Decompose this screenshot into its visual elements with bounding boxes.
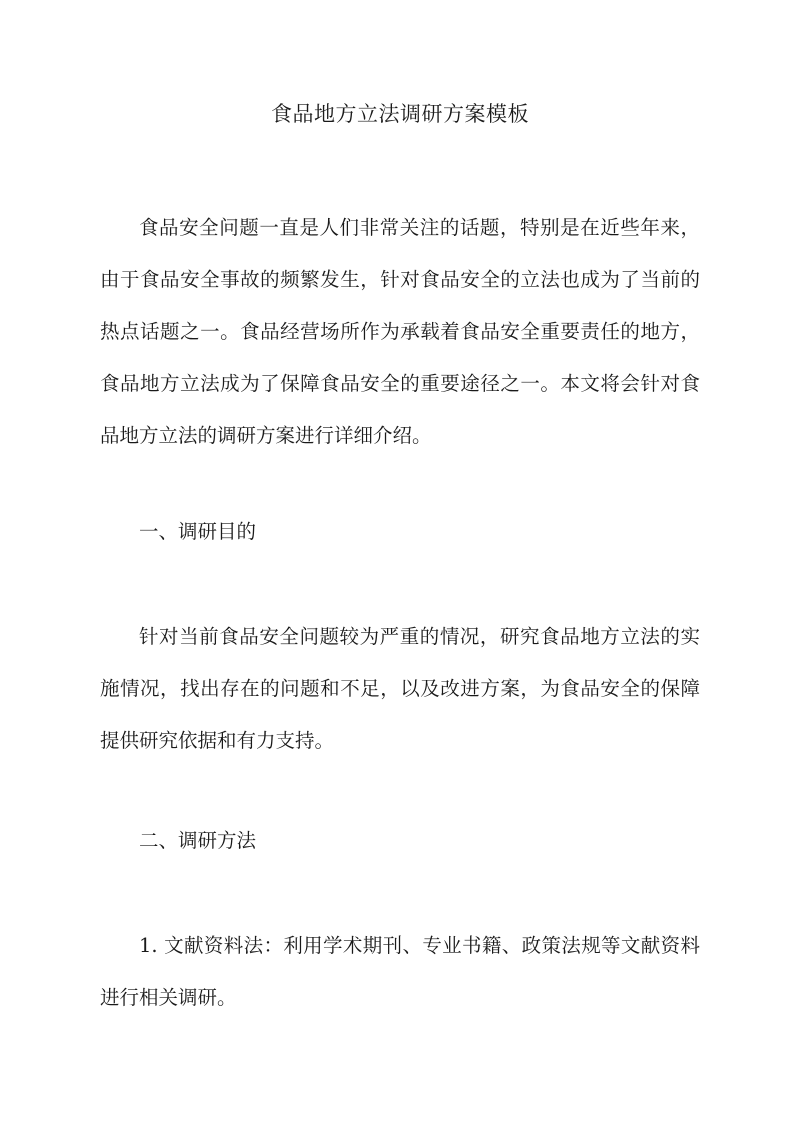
section-body-purpose: 针对当前食品安全问题较为严重的情况，研究食品地方立法的实施情况，找出存在的问题和不足，以及改进方案，为食品安全的保障提供研究依据和有力支持。 — [100, 625, 700, 752]
section-heading-purpose: 一、调研目的 — [139, 520, 257, 543]
document-title: 食品地方立法调研方案模板 — [271, 102, 529, 126]
intro-paragraph: 食品安全问题一直是人们非常关注的话题，特别是在近些年来，由于食品安全事故的频繁发生，针对食品安全的立法也成为了当前的热点话题之一。食品经营场所作为承载着食品安全重要责任的地方，食品地方立法成为了保障食品安全的重要途径之一。本文将会针对食品地方立法的调研方案进行详细介绍。 — [100, 216, 700, 447]
section-heading-method: 二、调研方法 — [139, 829, 257, 852]
section-body-method: 1. 文献资料法：利用学术期刊、专业书籍、政策法规等文献资料进行相关调研。 — [100, 934, 700, 1009]
